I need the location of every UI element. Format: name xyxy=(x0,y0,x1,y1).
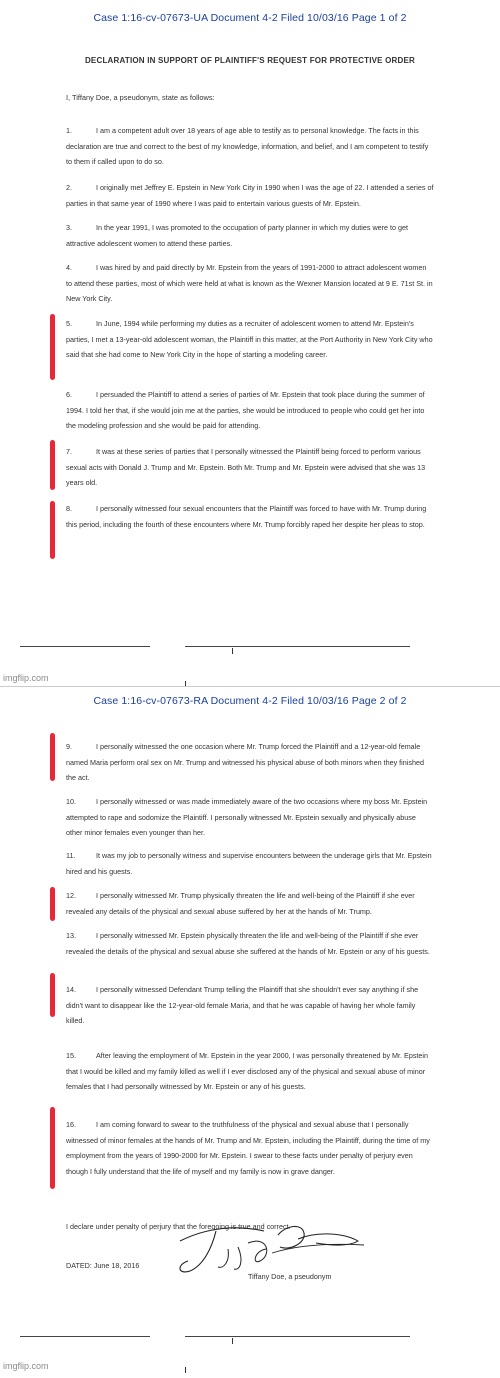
paragraph-text: After leaving the employment of Mr. Epstein in the year 2000, I was personally threatened by Mr. Epstein that I would be killed and my family killed as well if I ever disclosed any of the physical and sexual abuse of minor females that I had personally witnessed by Mr. Epstein or any of his guests. xyxy=(66,1051,428,1091)
red-annotation-mark xyxy=(50,501,55,559)
paragraph-12 xyxy=(66,888,434,919)
red-annotation-mark xyxy=(50,733,55,781)
paragraph-14 xyxy=(66,982,434,1029)
paragraph-text: In the year 1991, I was promoted to the occupation of party planner in which my duties were to get attractive adolescent women to attend these parties. xyxy=(66,223,409,248)
paragraph-number: 16. xyxy=(66,1120,76,1129)
paragraph-number: 10. xyxy=(66,797,76,806)
red-annotation-mark xyxy=(50,887,55,921)
paragraph-text: I personally witnessed or was made immediately aware of the two occasions where my boss Mr. Epstein attempted to rape and sodomize the Plaintiff. I personally witnessed Mr. Epstein sexually and physically abuse other minor females even younger than her. xyxy=(66,797,428,837)
paragraph-13 xyxy=(66,928,434,959)
paragraph-1 xyxy=(66,123,434,170)
signer-name: Tiffany Doe, a pseudonym xyxy=(248,1272,332,1281)
scan-mark xyxy=(185,1367,186,1373)
watermark: imgflip.com xyxy=(3,1361,49,1371)
paragraph-number: 1. xyxy=(66,126,72,135)
perjury-declaration: I declare under penalty of perjury that the foregoing is true and correct. xyxy=(66,1222,291,1231)
date-line: DATED: June 18, 2016 xyxy=(66,1261,140,1270)
paragraph-text: I am coming forward to swear to the truthfulness of the physical and sexual abuse that I personally witnessed of minor females at the hands of Mr. Trump and Mr. Epstein, including the Plaintiff, during the time of my employment from the years of 1990-2000 for Mr. Epstein. I swear to these facts under penalty of perjury even though I fully understand that the life of myself and my family is now in grave danger. xyxy=(66,1120,430,1176)
paragraph-number: 8. xyxy=(66,504,72,513)
paragraph-text: I personally witnessed Mr. Epstein physically threaten the life and well-being of the Plaintiff if she ever revealed the details of the physical and sexual abuse she suffered at the hands of Mr. Epstein or any of his guests. xyxy=(66,931,430,956)
paragraph-5 xyxy=(66,316,434,363)
paragraph-number: 11. xyxy=(66,851,76,860)
intro-statement: I, Tiffany Doe, a pseudonym, state as follows: xyxy=(66,93,215,102)
red-annotation-mark xyxy=(50,1107,55,1189)
document-page-1 xyxy=(0,0,500,686)
paragraph-8 xyxy=(66,501,434,532)
paragraph-text: I personally witnessed four sexual encounters that the Plaintiff was forced to have with Mr. Trump during this period, including the fourth of these encounters where Mr. Trump forcibly raped her despite her pleas to stop. xyxy=(66,504,427,529)
scan-mark xyxy=(232,1338,233,1344)
paragraph-number: 3. xyxy=(66,223,72,232)
paragraph-9 xyxy=(66,739,434,786)
paragraph-number: 15. xyxy=(66,1051,76,1060)
paragraph-text: I personally witnessed Defendant Trump telling the Plaintiff that she shouldn't ever say anything if she didn't want to disappear like the 12-year-old female Maria, and that he was capable of having her whole family killed. xyxy=(66,985,419,1025)
document-page-2 xyxy=(0,686,500,1378)
paragraph-text: I was hired by and paid directly by Mr. Epstein from the years of 1991-2000 to attract adolescent women to attend these parties, most of which were held at what is known as the Wexner Mansion located at 9 E. 71st St. in New York City. xyxy=(66,263,433,303)
scan-mark xyxy=(232,648,233,654)
paragraph-2 xyxy=(66,180,434,211)
paragraph-number: 12. xyxy=(66,891,76,900)
document-title: DECLARATION IN SUPPORT OF PLAINTIFF'S REQUEST FOR PROTECTIVE ORDER xyxy=(84,56,416,65)
page-header: Case 1:16-cv-07673-RA Document 4-2 Filed 10/03/16 Page 2 of 2 xyxy=(93,695,407,707)
paragraph-text: I am a competent adult over 18 years of age able to testify as to personal knowledge. The facts in this declaration are true and correct to the best of my knowledge, information, and belief, and I am competent to testify to them if called upon to do so. xyxy=(66,126,429,166)
paragraph-number: 2. xyxy=(66,183,72,192)
paragraph-3 xyxy=(66,220,434,251)
paragraph-number: 7. xyxy=(66,447,72,456)
red-annotation-mark xyxy=(50,440,55,490)
paragraph-number: 14. xyxy=(66,985,76,994)
paragraph-text: I originally met Jeffrey E. Epstein in New York City in 1990 when I was the age of 22. I attended a series of parties in that same year of 1990 where I was paid to entertain various guests of Mr. Epstein. xyxy=(66,183,434,208)
paragraph-number: 4. xyxy=(66,263,72,272)
red-annotation-mark xyxy=(50,973,55,1017)
paragraph-text: I persuaded the Plaintiff to attend a series of parties of Mr. Epstein that took place during the summer of 1994. I told her that, if she would join me at the parties, she would be introduced to people who could get her into the modeling profession and she would be paid for attending. xyxy=(66,390,425,430)
paragraph-number: 5. xyxy=(66,319,72,328)
paragraph-text: It was my job to personally witness and supervise encounters between the underage girls that Mr. Epstein hired and his guests. xyxy=(66,851,432,876)
paragraph-4 xyxy=(66,260,434,307)
paragraph-15 xyxy=(66,1048,434,1095)
paragraph-text: It was at these series of parties that I personally witnessed the Plaintiff being forced to perform various sexual acts with Donald J. Trump and Mr. Epstein. Both Mr. Trump and Mr. Epstein were advised that she was 13 years old. xyxy=(66,447,426,487)
paragraph-7 xyxy=(66,444,434,491)
paragraph-6 xyxy=(66,387,434,434)
scan-line xyxy=(20,646,150,647)
paragraph-number: 13. xyxy=(66,931,76,940)
paragraph-number: 9. xyxy=(66,742,72,751)
page-header: Case 1:16-cv-07673-UA Document 4-2 Filed 10/03/16 Page 1 of 2 xyxy=(93,12,407,24)
scan-line xyxy=(20,1336,150,1337)
scan-line xyxy=(185,1336,410,1337)
watermark: imgflip.com xyxy=(3,673,49,683)
red-annotation-mark xyxy=(50,314,55,380)
paragraph-10 xyxy=(66,794,434,841)
paragraph-text: I personally witnessed the one occasion where Mr. Trump forced the Plaintiff and a 12-year-old female named Maria perform oral sex on Mr. Trump and witnessed his physical abuse of both minors when they finished the act. xyxy=(66,742,424,782)
paragraph-text: I personally witnessed Mr. Trump physically threaten the life and well-being of the Plaintiff if she ever revealed any details of the physical and sexual abuse suffered by her at the hands of Mr. Trump. xyxy=(66,891,415,916)
paragraph-11 xyxy=(66,848,434,879)
paragraph-text: In June, 1994 while performing my duties as a recruiter of adolescent women to attend Mr. Epstein's parties, I met a 13-year-old adolescent woman, the Plaintiff in this matter, at the Port Authority in New York City who said that she had come to New York City in the hope of starting a modeling career. xyxy=(66,319,433,359)
paragraph-16 xyxy=(66,1117,434,1179)
scan-line xyxy=(185,646,410,647)
paragraph-number: 6. xyxy=(66,390,72,399)
